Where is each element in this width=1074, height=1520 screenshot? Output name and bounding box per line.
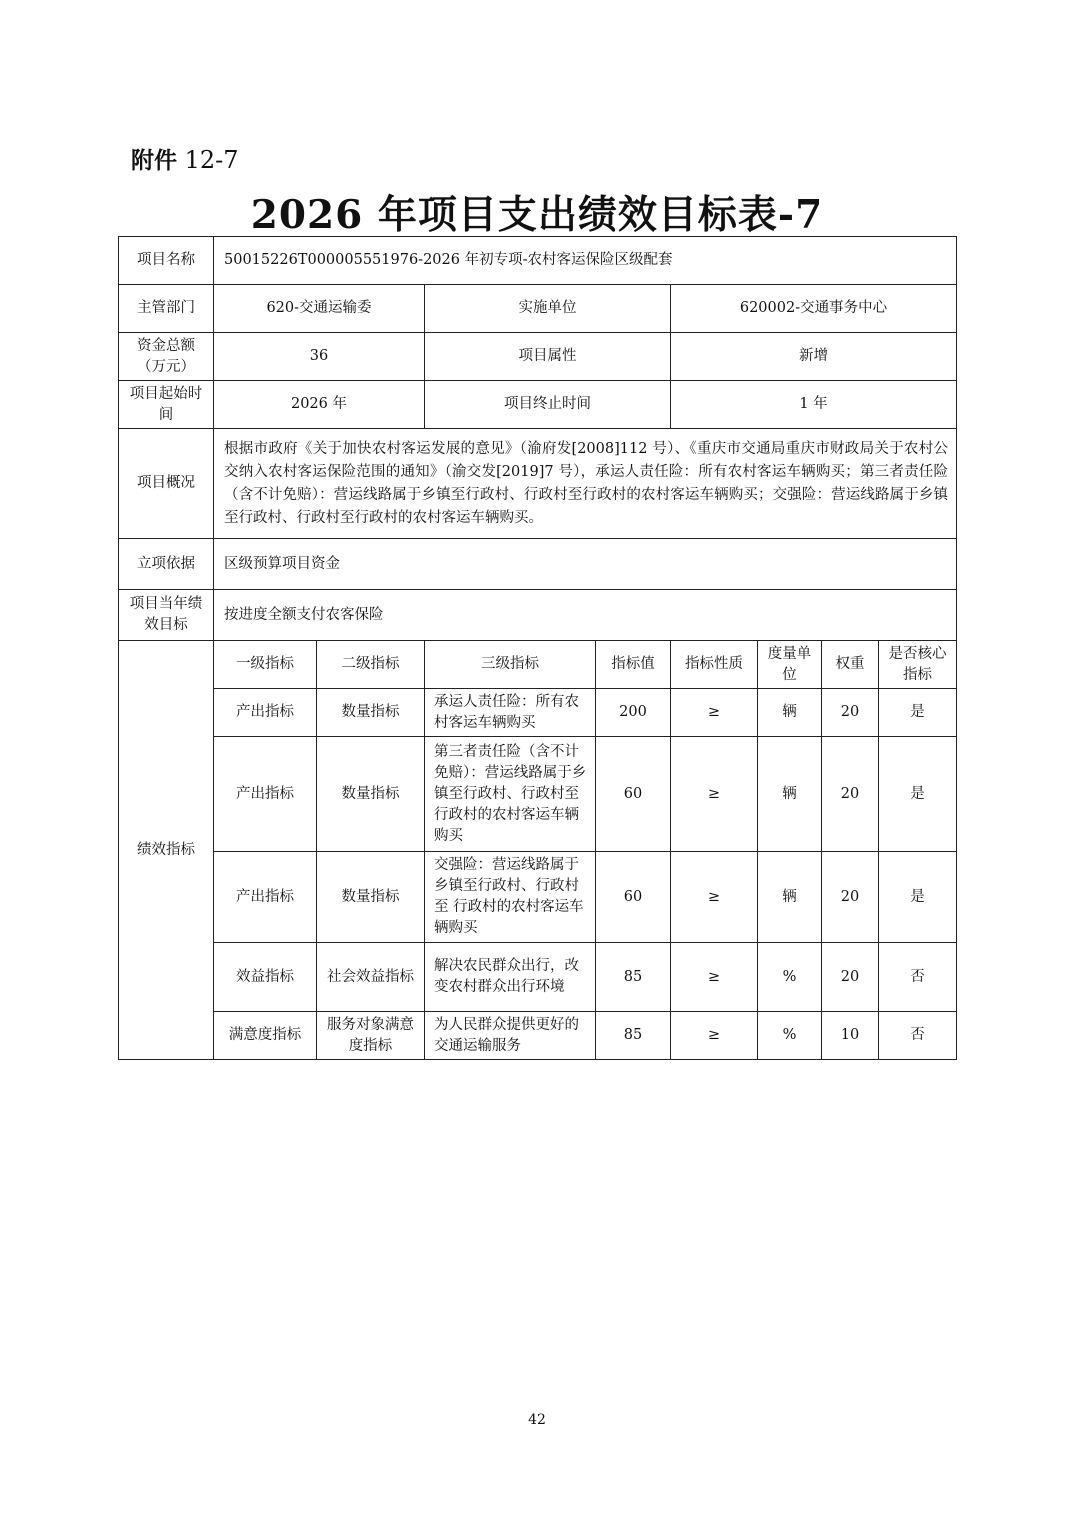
value-end: 1 年 <box>671 381 957 429</box>
table-row <box>119 943 957 1012</box>
cell-l2: 数量指标 <box>317 737 425 852</box>
header-l1: 一级指标 <box>214 641 317 689</box>
cell-weight: 20 <box>822 943 879 1012</box>
row-overview <box>119 429 957 539</box>
label-funds: 资金总额（万元） <box>119 333 214 381</box>
table-row <box>119 689 957 737</box>
cell-core: 是 <box>879 689 957 737</box>
cell-unit: 辆 <box>758 737 822 852</box>
cell-l3: 为人民群众提供更好的交通运输服务 <box>425 1012 596 1060</box>
cell-value: 200 <box>596 689 671 737</box>
cell-value: 60 <box>596 737 671 852</box>
value-project-name: 50015226T000005551976-2026 年初专项-农村客运保险区级配套 <box>214 237 957 285</box>
attachment-number: 12-7 <box>184 146 239 174</box>
row-dept <box>119 285 957 333</box>
label-end: 项目终止时间 <box>425 381 671 429</box>
label-basis: 立项依据 <box>119 539 214 590</box>
cell-core: 否 <box>879 1012 957 1060</box>
attachment-prefix: 附件 <box>131 148 177 174</box>
page-title: 2026 年项目支出绩效目标表-7 <box>250 192 824 238</box>
label-goal: 项目当年绩效目标 <box>119 590 214 641</box>
cell-l2: 数量指标 <box>317 689 425 737</box>
cell-l3: 承运人责任险：所有农村客运车辆购买 <box>425 689 596 737</box>
value-impl: 620002-交通事务中心 <box>671 285 957 333</box>
cell-l2: 社会效益指标 <box>317 943 425 1012</box>
row-goal <box>119 590 957 641</box>
header-unit: 度量单位 <box>758 641 822 689</box>
cell-core: 否 <box>879 943 957 1012</box>
cell-value: 85 <box>596 943 671 1012</box>
value-basis: 区级预算项目资金 <box>214 539 957 590</box>
header-l3: 三级指标 <box>425 641 596 689</box>
cell-nature: ≥ <box>671 852 758 943</box>
performance-table <box>118 236 957 1060</box>
cell-value: 60 <box>596 852 671 943</box>
indicator-header-row <box>119 641 957 689</box>
value-attr: 新增 <box>671 333 957 381</box>
attachment-label <box>131 142 239 175</box>
cell-l1: 效益指标 <box>214 943 317 1012</box>
value-start: 2026 年 <box>214 381 425 429</box>
cell-l3: 解决农民群众出行，改变农村群众出行环境 <box>425 943 596 1012</box>
table-row <box>119 737 957 852</box>
cell-nature: ≥ <box>671 689 758 737</box>
label-indicators: 绩效指标 <box>119 641 214 1060</box>
cell-weight: 10 <box>822 1012 879 1060</box>
header-weight: 权重 <box>822 641 879 689</box>
label-impl: 实施单位 <box>425 285 671 333</box>
cell-unit: 辆 <box>758 689 822 737</box>
row-funds <box>119 333 957 381</box>
cell-l1: 满意度指标 <box>214 1012 317 1060</box>
page-number: 42 <box>528 1412 546 1428</box>
label-overview: 项目概况 <box>119 429 214 539</box>
cell-nature: ≥ <box>671 737 758 852</box>
table-row <box>119 1012 957 1060</box>
header-core: 是否核心指标 <box>879 641 957 689</box>
label-start: 项目起始时间 <box>119 381 214 429</box>
label-project-name: 项目名称 <box>119 237 214 285</box>
cell-l2: 服务对象满意度指标 <box>317 1012 425 1060</box>
value-funds: 36 <box>214 333 425 381</box>
cell-l1: 产出指标 <box>214 737 317 852</box>
header-l2: 二级指标 <box>317 641 425 689</box>
header-nature: 指标性质 <box>671 641 758 689</box>
cell-l1: 产出指标 <box>214 852 317 943</box>
cell-unit: 辆 <box>758 852 822 943</box>
header-value: 指标值 <box>596 641 671 689</box>
cell-l3: 交强险：营运线路属于乡镇至行政村、行政村至 行政村的农村客运车辆购买 <box>425 852 596 943</box>
cell-l2: 数量指标 <box>317 852 425 943</box>
row-time <box>119 381 957 429</box>
cell-nature: ≥ <box>671 1012 758 1060</box>
row-basis <box>119 539 957 590</box>
cell-nature: ≥ <box>671 943 758 1012</box>
value-overview: 根据市政府《关于加快农村客运发展的意见》（渝府发[2008]112 号）、《重庆市交通局重庆市财政局关于农村公交纳入农村客运保险范围的通知》（渝交发[2019]7 号），承运人责任险：所有农村客运车辆购买；第三者责任险（含不计免赔）：营运线路属于乡镇至行政村、行政村至行政村的农村客运车辆购买；交强险：营运线路属于乡镇至行政村、行政村至行政村的农村客运车辆购买。 <box>214 429 957 539</box>
cell-l1: 产出指标 <box>214 689 317 737</box>
cell-unit: % <box>758 1012 822 1060</box>
table-row <box>119 852 957 943</box>
label-attr: 项目属性 <box>425 333 671 381</box>
cell-weight: 20 <box>822 737 879 852</box>
label-dept: 主管部门 <box>119 285 214 333</box>
cell-l3: 第三者责任险（含不计免赔）：营运线路属于乡镇至行政村、行政村至行政村的农村客运车辆购买 <box>425 737 596 852</box>
value-goal: 按进度全额支付农客保险 <box>214 590 957 641</box>
cell-unit: % <box>758 943 822 1012</box>
cell-weight: 20 <box>822 689 879 737</box>
row-project-name <box>119 237 957 285</box>
cell-weight: 20 <box>822 852 879 943</box>
cell-core: 是 <box>879 737 957 852</box>
value-dept: 620-交通运输委 <box>214 285 425 333</box>
cell-value: 85 <box>596 1012 671 1060</box>
cell-core: 是 <box>879 852 957 943</box>
